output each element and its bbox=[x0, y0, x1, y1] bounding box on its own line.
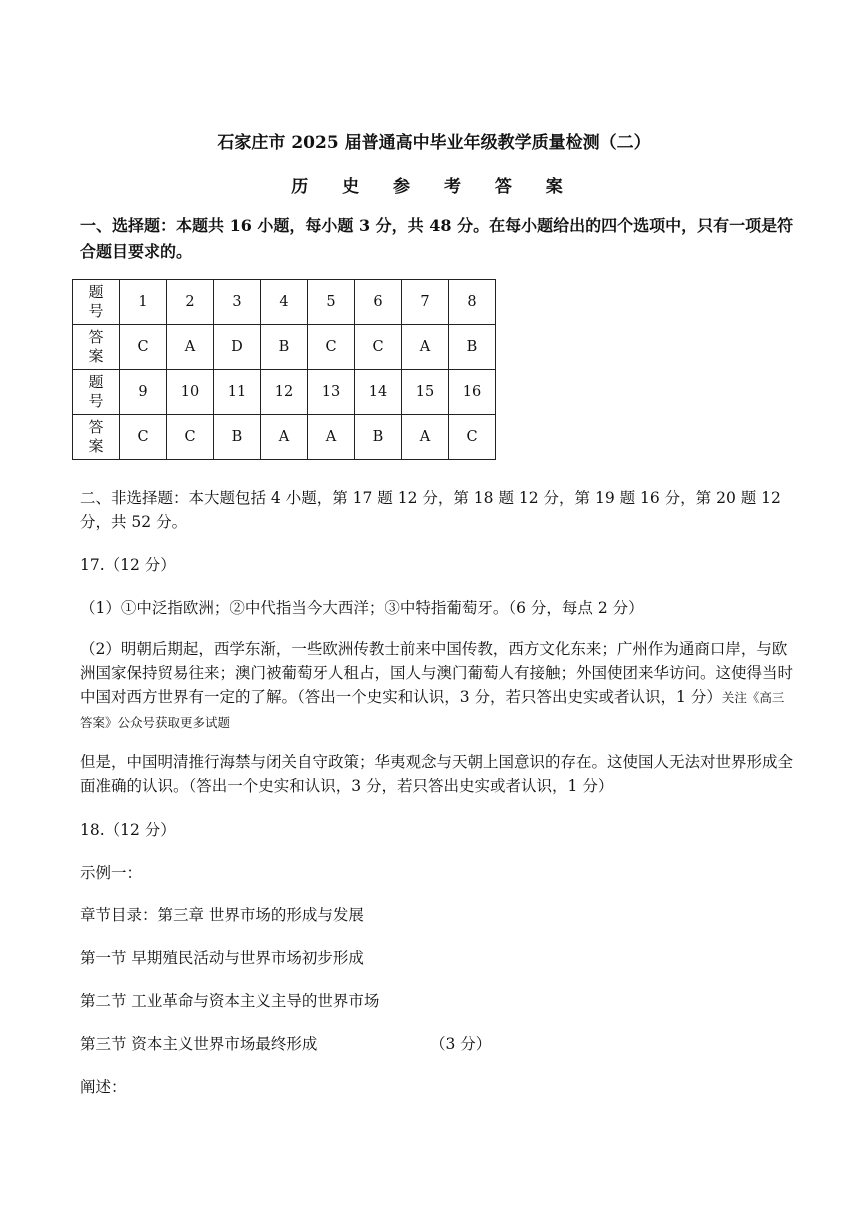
table-cell: C bbox=[449, 415, 496, 460]
table-cell: A bbox=[261, 415, 308, 460]
table-row bbox=[73, 280, 496, 325]
table-cell: B bbox=[261, 325, 308, 370]
table-cell: 6 bbox=[355, 280, 402, 325]
table-cell: 1 bbox=[120, 280, 167, 325]
table-cell: 12 bbox=[261, 370, 308, 415]
table-cell: 11 bbox=[214, 370, 261, 415]
table-cell: C bbox=[120, 325, 167, 370]
table-cell: 4 bbox=[261, 280, 308, 325]
q17-part2-text: （2）明朝后期起，西学东渐，一些欧洲传教士前来中国传教，西方文化东来；广州作为通商口岸，与欧洲国家保持贸易往来；澳门被葡萄牙人租占，国人与澳门葡萄人有接触；外国使团来华访问。这使得当时中国对西方世界有一定的了解。（答出一个史实和认识，3 分，若只答出史实或者认识，1 分） bbox=[80, 640, 794, 706]
q17-part2-note: 关注《高三答案》公众号获取更多试题 bbox=[80, 690, 785, 730]
table-cell: 13 bbox=[308, 370, 355, 415]
table-row bbox=[73, 415, 496, 460]
table-cell: B bbox=[355, 415, 402, 460]
table-cell: 7 bbox=[402, 280, 449, 325]
table-cell: 2 bbox=[167, 280, 214, 325]
table-cell: 8 bbox=[449, 280, 496, 325]
q17-part3: 但是，中国明清推行海禁与闭关自守政策；华夷观念与天朝上国意识的存在。这使国人无法对世界形成全面准确的认识。（答出一个史实和认识，3 分，若只答出史实或者认识，1 分） bbox=[80, 753, 794, 795]
row-label: 题 号 bbox=[73, 280, 120, 325]
table-cell: 5 bbox=[308, 280, 355, 325]
table-cell: 9 bbox=[120, 370, 167, 415]
q18-catalog: 章节目录：第三章 世界市场的形成与发展 bbox=[80, 906, 364, 924]
page-subtitle: 历 史 参 考 答 案 bbox=[291, 177, 577, 197]
page-title: 石家庄市 2025 届普通高中毕业年级教学质量检测（二） bbox=[217, 133, 651, 153]
table-cell: A bbox=[308, 415, 355, 460]
q17-part2 bbox=[80, 637, 796, 735]
q18-section3-score: （3 分） bbox=[430, 1035, 492, 1053]
q18-section2: 第二节 工业革命与资本主义主导的世界市场 bbox=[80, 992, 380, 1010]
q18-explain: 阐述： bbox=[80, 1078, 127, 1096]
section2-heading: 二、非选择题：本大题包括 4 小题，第 17 题 12 分，第 18 题 12 分，第 19 题 16 分，第 20 题 12 分，共 52 分。 bbox=[80, 489, 781, 531]
table-cell: 16 bbox=[449, 370, 496, 415]
table-cell: C bbox=[308, 325, 355, 370]
table-cell: A bbox=[402, 325, 449, 370]
table-cell: 14 bbox=[355, 370, 402, 415]
table-cell: D bbox=[214, 325, 261, 370]
table-row bbox=[73, 325, 496, 370]
q18-section3: 第三节 资本主义世界市场最终形成 bbox=[80, 1035, 318, 1053]
table-cell: C bbox=[167, 415, 214, 460]
row-label: 答 案 bbox=[73, 325, 120, 370]
q18-label: 18.（12 分） bbox=[80, 821, 176, 839]
table-cell: 10 bbox=[167, 370, 214, 415]
table-cell: B bbox=[449, 325, 496, 370]
row-label: 答 案 bbox=[73, 415, 120, 460]
table-cell: A bbox=[402, 415, 449, 460]
row-label: 题 号 bbox=[73, 370, 120, 415]
q17-label: 17.（12 分） bbox=[80, 556, 176, 574]
table-cell: 15 bbox=[402, 370, 449, 415]
table-row bbox=[73, 370, 496, 415]
q18-section1: 第一节 早期殖民活动与世界市场初步形成 bbox=[80, 949, 364, 967]
q18-example: 示例一： bbox=[80, 864, 143, 882]
table-cell: A bbox=[167, 325, 214, 370]
table-cell: B bbox=[214, 415, 261, 460]
table-cell: C bbox=[120, 415, 167, 460]
q17-part1: （1）①中泛指欧洲；②中代指当今大西洋；③中特指葡萄牙。（6 分，每点 2 分） bbox=[80, 599, 644, 617]
answer-table bbox=[72, 279, 496, 460]
section1-heading: 一、选择题：本题共 16 小题，每小题 3 分，共 48 分。在每小题给出的四个选项中，只有一项是符合题目要求的。 bbox=[80, 216, 794, 261]
table-cell: C bbox=[355, 325, 402, 370]
table-cell: 3 bbox=[214, 280, 261, 325]
